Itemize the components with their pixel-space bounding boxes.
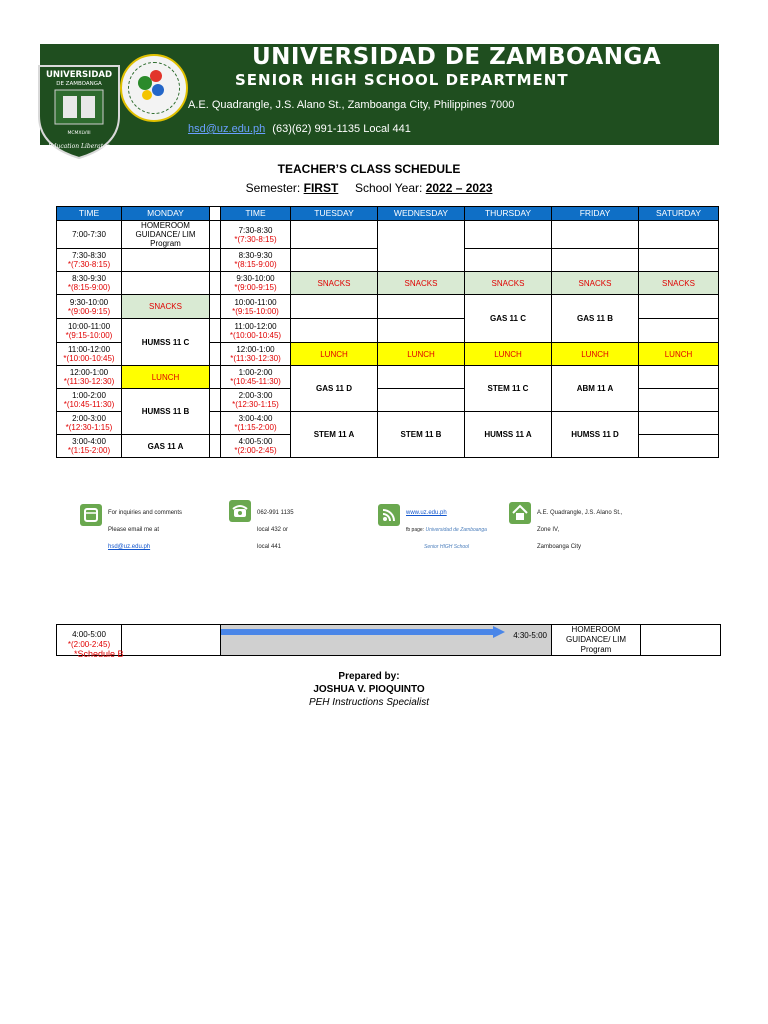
tue-time-cell: 3:00-4:00 *(1:15-2:00) xyxy=(221,412,291,435)
university-name: UNIVERSIDAD DE ZAMBOANGA xyxy=(252,44,662,70)
arrow-time: 4:30-5:00 xyxy=(513,631,547,640)
snacks-cell: SNACKS xyxy=(378,272,465,295)
prepared-label: Prepared by: xyxy=(338,671,400,682)
inquiry-info: For inquiries and comments Please email me at hsd@uz.edu.ph xyxy=(108,510,183,550)
class-cell: STEM 11 B xyxy=(378,412,465,458)
header-time-2: TIME xyxy=(221,207,291,221)
header-phone: (63)(62) 991-1135 Local 441 xyxy=(272,123,411,135)
prepared-name: JOSHUA V. PIOQUINTO xyxy=(313,684,425,695)
mon-time-cell: 8:30-9:30 *(8:15-9:00) xyxy=(57,272,122,295)
schedule-b-note: *Schedule B xyxy=(74,649,124,659)
lunch-cell: LUNCH xyxy=(639,343,719,366)
lunch-cell: LUNCH xyxy=(291,343,378,366)
home-icon xyxy=(509,502,531,524)
semester-value: FIRST xyxy=(303,181,339,195)
mon-time-cell: 12:00-1:00 *(11:30-12:30) xyxy=(57,366,122,389)
email-icon xyxy=(80,504,102,526)
class-cell: HUMSS 11 A xyxy=(465,412,552,458)
mon-time-cell: 7:00-7:30 xyxy=(57,221,122,249)
header-email-link[interactable]: hsd@uz.edu.ph xyxy=(188,123,266,135)
school-year-value: 2022 – 2023 xyxy=(425,181,493,195)
snacks-cell: SNACKS xyxy=(465,272,552,295)
mon-time-cell: 2:00-3:00 *(12:30-1:15) xyxy=(57,412,122,435)
schedule-title: TEACHER’S CLASS SCHEDULE xyxy=(277,162,461,176)
tue-time-cell: 1:00-2:00 *(10:45-11:30) xyxy=(221,366,291,389)
header-time: TIME xyxy=(57,207,122,221)
university-address: A.E. Quadrangle, J.S. Alano St., Zamboanga City, Philippines 7000 xyxy=(188,99,515,111)
tue-time-cell: 9:30-10:00 *(9:00-9:15) xyxy=(221,272,291,295)
class-cell: GAS 11 C xyxy=(465,295,552,343)
shield-text-sub: DE ZAMBOANGA xyxy=(56,81,102,87)
shield-year: MCMXLVIII xyxy=(67,131,91,136)
schedule-meta xyxy=(0,181,738,195)
snacks-cell: SNACKS xyxy=(552,272,639,295)
phone-icon xyxy=(229,500,251,522)
class-cell: GAS 11 D xyxy=(291,366,378,412)
header-thursday: THURSDAY xyxy=(465,207,552,221)
class-cell: GAS 11 A xyxy=(122,435,210,458)
lunch-cell: LUNCH xyxy=(552,343,639,366)
tue-time-cell: 8:30-9:30 *(8:15-9:00) xyxy=(221,249,291,272)
mon-time-cell: 11:00-12:00 *(10:00-10:45) xyxy=(57,343,122,366)
inquiry-email-link[interactable]: hsd@uz.edu.ph xyxy=(108,544,151,550)
shield-text-top: UNIVERSIDAD xyxy=(45,70,113,80)
mon-time-cell: 9:30-10:00 *(9:00-9:15) xyxy=(57,295,122,319)
homeroom-cell: HOMEROOM GUIDANCE/ LIM Program xyxy=(122,221,210,249)
phone-info: 062-991 1135 local 432 or local 441 xyxy=(257,510,294,550)
address-info: A.E. Quadrangle, J.S. Alano St., Zone IV, Zamboanga City xyxy=(537,510,623,550)
university-shield-logo xyxy=(33,64,125,160)
homeroom-cell: HOMEROOM GUIDANCE/ LIM Program xyxy=(552,625,641,656)
semester-label: Semester: xyxy=(245,181,301,195)
web-info: www.uz.edu.ph fb page: Universidad de Zamboanga Senior HIGH School xyxy=(406,510,487,550)
class-cell: ABM 11 A xyxy=(552,366,639,412)
header-tuesday: TUESDAY xyxy=(291,207,378,221)
mon-time-cell: 3:00-4:00 *(1:15-2:00) xyxy=(57,435,122,458)
tue-time-cell: 2:00-3:00 *(12:30-1:15) xyxy=(221,389,291,412)
tue-time-cell: 7:30-8:30 *(7:30-8:15) xyxy=(221,221,291,249)
class-cell: HUMSS 11 C xyxy=(122,319,210,366)
snacks-cell: SNACKS xyxy=(291,272,378,295)
class-cell: HUMSS 11 D xyxy=(552,412,639,458)
right-arrow-icon xyxy=(221,626,506,638)
header-saturday: SATURDAY xyxy=(639,207,719,221)
mon-time-cell: 7:30-8:30 *(7:30-8:15) xyxy=(57,249,122,272)
mon-time-cell: 10:00-11:00 *(9:15-10:00) xyxy=(57,319,122,343)
tue-time-cell: 4:00-5:00 *(2:00-2:45) xyxy=(221,435,291,458)
lunch-cell: LUNCH xyxy=(465,343,552,366)
tue-time-cell: 10:00-11:00 *(9:15-10:00) xyxy=(221,295,291,319)
department-name: SENIOR HIGH SCHOOL DEPARTMENT xyxy=(235,71,569,89)
school-year-label: School Year: xyxy=(354,181,423,195)
schedule-b-row xyxy=(56,624,721,656)
lunch-cell: LUNCH xyxy=(378,343,465,366)
header-contact xyxy=(188,123,411,135)
website-link[interactable]: www.uz.edu.ph xyxy=(406,510,447,516)
header-wednesday: WEDNESDAY xyxy=(378,207,465,221)
tue-time-cell: 12:00-1:00 *(11:30-12:30) xyxy=(221,343,291,366)
web-rss-icon xyxy=(378,504,400,526)
tue-time-cell: 11:00-12:00 *(10:00-10:45) xyxy=(221,319,291,343)
prepared-role: PEH Instructions Specialist xyxy=(308,697,430,708)
class-cell: STEM 11 A xyxy=(291,412,378,458)
senior-high-seal-logo xyxy=(120,54,188,122)
schedule-table xyxy=(56,206,719,458)
snacks-cell: SNACKS xyxy=(639,272,719,295)
class-cell: GAS 11 B xyxy=(552,295,639,343)
mon-time-cell: 1:00-2:00 *(10:45-11:30) xyxy=(57,389,122,412)
class-cell: HUMSS 11 B xyxy=(122,389,210,435)
shield-motto: Education Liberates xyxy=(48,143,110,150)
class-cell: STEM 11 C xyxy=(465,366,552,412)
snacks-cell: SNACKS xyxy=(122,295,210,319)
header-friday: FRIDAY xyxy=(552,207,639,221)
bottom-time-cell: 4:00-5:00 *(2:00-2:45) xyxy=(57,625,122,656)
arrow-cell xyxy=(221,625,552,656)
lunch-cell: LUNCH xyxy=(122,366,210,389)
header-monday: MONDAY xyxy=(122,207,210,221)
